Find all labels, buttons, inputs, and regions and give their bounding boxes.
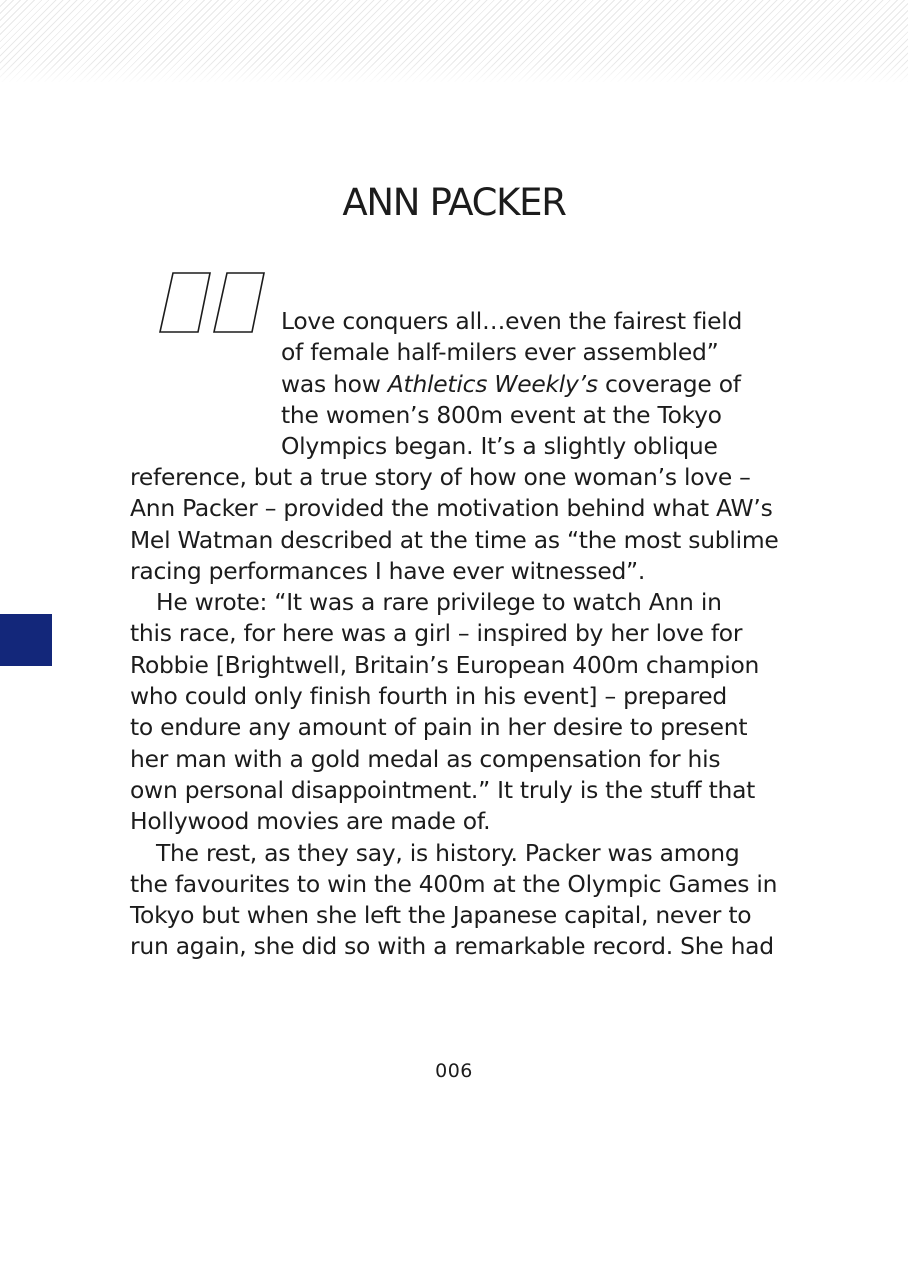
text-line: Hollywood movies are made of.: [130, 807, 491, 836]
text-fragment: was how: [281, 369, 388, 398]
text-line: Love conquers all…even the fairest field: [281, 307, 743, 335]
text-fragment: coverage of: [597, 369, 741, 398]
text-line: own personal disappointment.” It truly is the stuff that: [130, 775, 756, 804]
open-quote-icon: [158, 271, 266, 335]
header-hatch-fade: [0, 62, 908, 84]
body-text: [130, 462, 779, 963]
intro-text-column: [281, 306, 742, 462]
text-line: of female half-milers ever assembled”: [281, 338, 719, 367]
text-line: who could only finish fourth in his event] – prepared: [130, 682, 727, 711]
text-line: He wrote: “It was a rare privilege to watch Ann in: [156, 588, 722, 617]
text-line: reference, but a true story of how one woman’s love –: [130, 463, 751, 491]
text-line: run again, she did so with a remarkable record. She had: [130, 932, 774, 961]
text-line: Robbie [Brightwell, Britain’s European 400m champion: [130, 650, 760, 679]
publication-name: Athletics Weekly’s: [387, 369, 598, 398]
text-line: to endure any amount of pain in her desire to present: [130, 713, 748, 742]
text-line: the favourites to win the 400m at the Olympic Games in: [130, 869, 778, 898]
text-line: her man with a gold medal as compensation for his: [130, 744, 721, 773]
text-line: [281, 369, 742, 400]
text-line: Tokyo but when she left the Japanese capital, never to: [130, 901, 752, 930]
text-line: this race, for here was a girl – inspired by her love for: [130, 619, 743, 648]
text-line: Mel Watman described at the time as “the most sublime: [130, 525, 779, 554]
chapter-tab-marker: [0, 614, 52, 666]
text-line: Ann Packer – provided the motivation behind what AW’s: [130, 494, 773, 523]
page-title: ANN PACKER: [342, 181, 566, 224]
text-line: the women’s 800m event at the Tokyo: [281, 400, 722, 429]
text-line: racing performances I have ever witnessed”.: [130, 556, 646, 585]
text-line: The rest, as they say, is history. Packer was among: [156, 838, 740, 867]
text-line: Olympics began. It’s a slightly oblique: [281, 432, 718, 461]
page-number: 006: [435, 1060, 473, 1082]
